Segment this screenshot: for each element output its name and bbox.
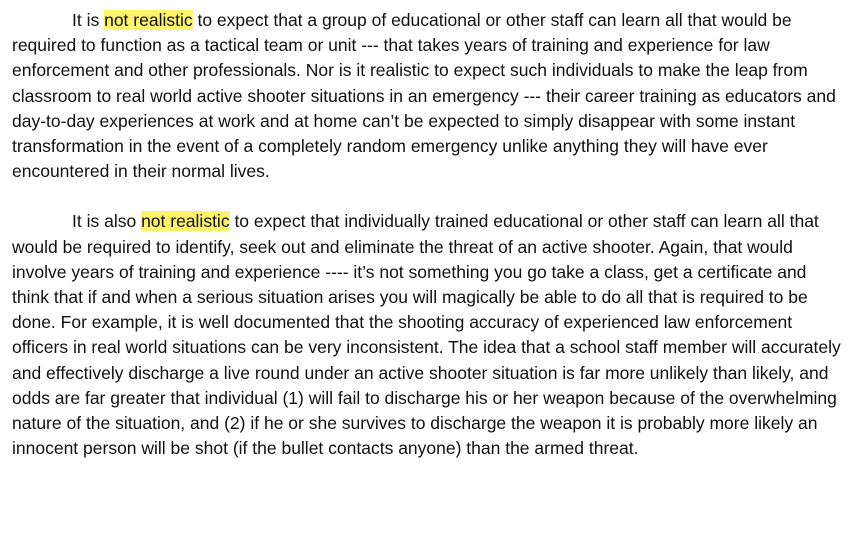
paragraph-2: [12, 209, 842, 461]
highlighted-phrase: not realistic: [104, 10, 193, 30]
paragraph-2-lead: It is also: [72, 211, 142, 232]
document-body: [12, 8, 842, 461]
highlighted-phrase: not realistic: [141, 211, 230, 232]
paragraph-1-text: to expect that a group of educational or other staff can learn all that would be required to function as a tactical team or unit --- that takes years of training and experience for law enforcement and other professionals. Nor is it realistic to expect such individuals to make the leap from classroom to real world active shooter situations in an emergency --- their career training as educators and day-to-day experiences at work and at home can’t be expected to simply disappear with some instant transformation in the event of a completely random emergency unlike anything they will have ever encountered in their normal lives.: [12, 10, 836, 182]
paragraph-1-lead: It is: [72, 10, 105, 30]
paragraph-1: [12, 8, 842, 184]
paragraph-2-text: to expect that individually trained educational or other staff can learn all that would be required to identify, seek out and eliminate the threat of an active shooter. Again, that would involve years of training and experience ---- it’s not something you go take a class, get a certificate and think that if and when a serious situation arises you will magically be able to do all that is required to be done. For example, it is well documented that the shooting accuracy of experienced law enforcement officers in real world situations can be very inconsistent. The idea that a school staff member will accurately and effectively discharge a live round under an active shooter situation is far more unlikely than likely, and odds are far greater that individual (1) will fail to discharge his or her weapon because of the overwhelming nature of the situation, and (2) if he or she survives to discharge the weapon it is probably more likely an innocent person will be shot (if the bullet contacts anyone) than the armed threat.: [12, 211, 841, 459]
